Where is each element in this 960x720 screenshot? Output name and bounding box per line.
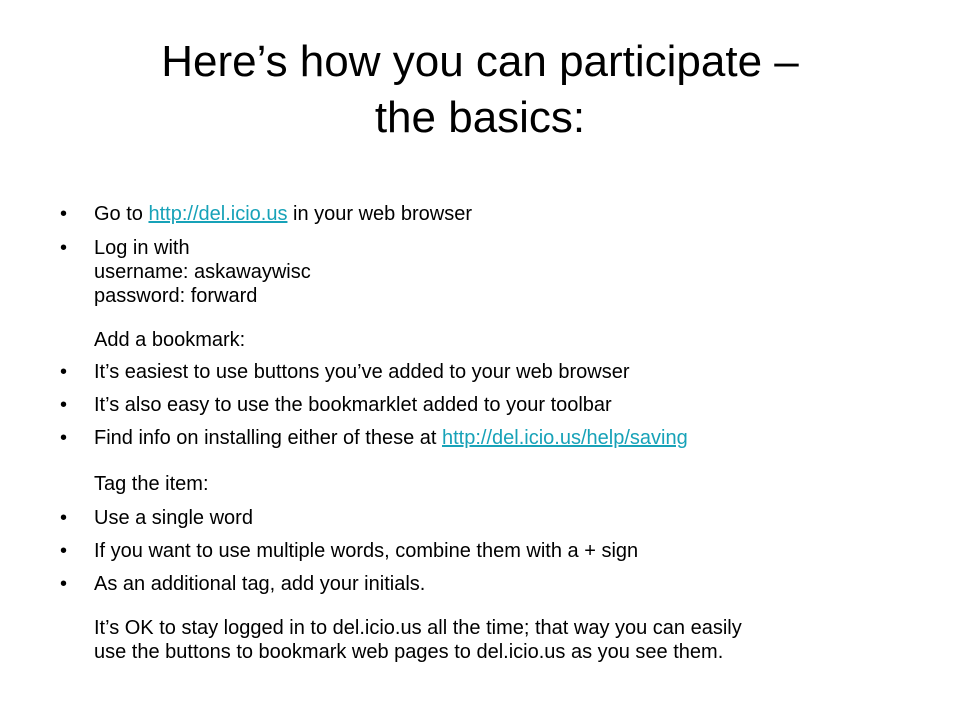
login-line-1: Log in with	[94, 237, 190, 259]
bullet-text-login	[94, 236, 920, 308]
add-bookmark-heading: Add a bookmark:	[94, 329, 246, 351]
slide-title-line-1: Here’s how you can participate –	[161, 37, 799, 86]
bullet-icon: •	[60, 394, 68, 416]
bullet-item-goto	[60, 202, 920, 226]
login-username: username: askawaywisc	[94, 261, 311, 283]
slide-title-line-2: the basics:	[374, 93, 586, 142]
bullet-item-buttons	[60, 360, 920, 384]
bullet-text-multiple-words: If you want to use multiple words, combine them with a + sign	[94, 540, 639, 562]
bullet-icon: •	[60, 540, 68, 562]
bullet-item-login	[60, 236, 920, 308]
bullet-text-bookmarklet: It’s also easy to use the bookmarklet added to your toolbar	[94, 394, 612, 416]
bullet-item-single-word	[60, 506, 920, 530]
heading-tag-item	[60, 472, 920, 496]
bullet-text-single-word: Use a single word	[94, 507, 253, 529]
slide-body	[60, 202, 920, 664]
login-password: password: forward	[94, 285, 258, 307]
slide-title	[48, 34, 912, 146]
bullet-item-initials	[60, 572, 920, 596]
bullet-icon: •	[60, 361, 68, 383]
findinfo-prefix: Find info on installing either of these at	[94, 427, 442, 449]
bullet-icon: •	[60, 203, 68, 225]
bullet-text-buttons: It’s easiest to use buttons you’ve added to your web browser	[94, 361, 630, 383]
heading-add-bookmark	[60, 328, 920, 352]
bullet-text-initials: As an additional tag, add your initials.	[94, 573, 426, 595]
bullet-item-bookmarklet	[60, 393, 920, 417]
closing-note-line-2: use the buttons to bookmark web pages to del.icio.us as you see them.	[94, 641, 724, 663]
goto-prefix: Go to	[94, 203, 149, 225]
bullet-item-multiple-words	[60, 539, 920, 563]
bullet-icon: •	[60, 237, 68, 259]
closing-note-line-1: It’s OK to stay logged in to del.icio.us all the time; that way you can easily	[94, 617, 742, 639]
bullet-icon: •	[60, 427, 68, 449]
bullet-item-findinfo	[60, 426, 920, 450]
goto-suffix: in your web browser	[287, 203, 472, 225]
tag-item-heading: Tag the item:	[94, 473, 209, 495]
delicious-home-link[interactable]: http://del.icio.us	[148, 203, 288, 225]
bullet-text-findinfo	[94, 426, 920, 450]
delicious-help-saving-link[interactable]: http://del.icio.us/help/saving	[442, 427, 688, 449]
bullet-icon: •	[60, 573, 68, 595]
closing-note	[60, 616, 920, 664]
bullet-text-goto	[94, 202, 920, 226]
closing-note-text	[94, 616, 920, 664]
bullet-icon: •	[60, 507, 68, 529]
